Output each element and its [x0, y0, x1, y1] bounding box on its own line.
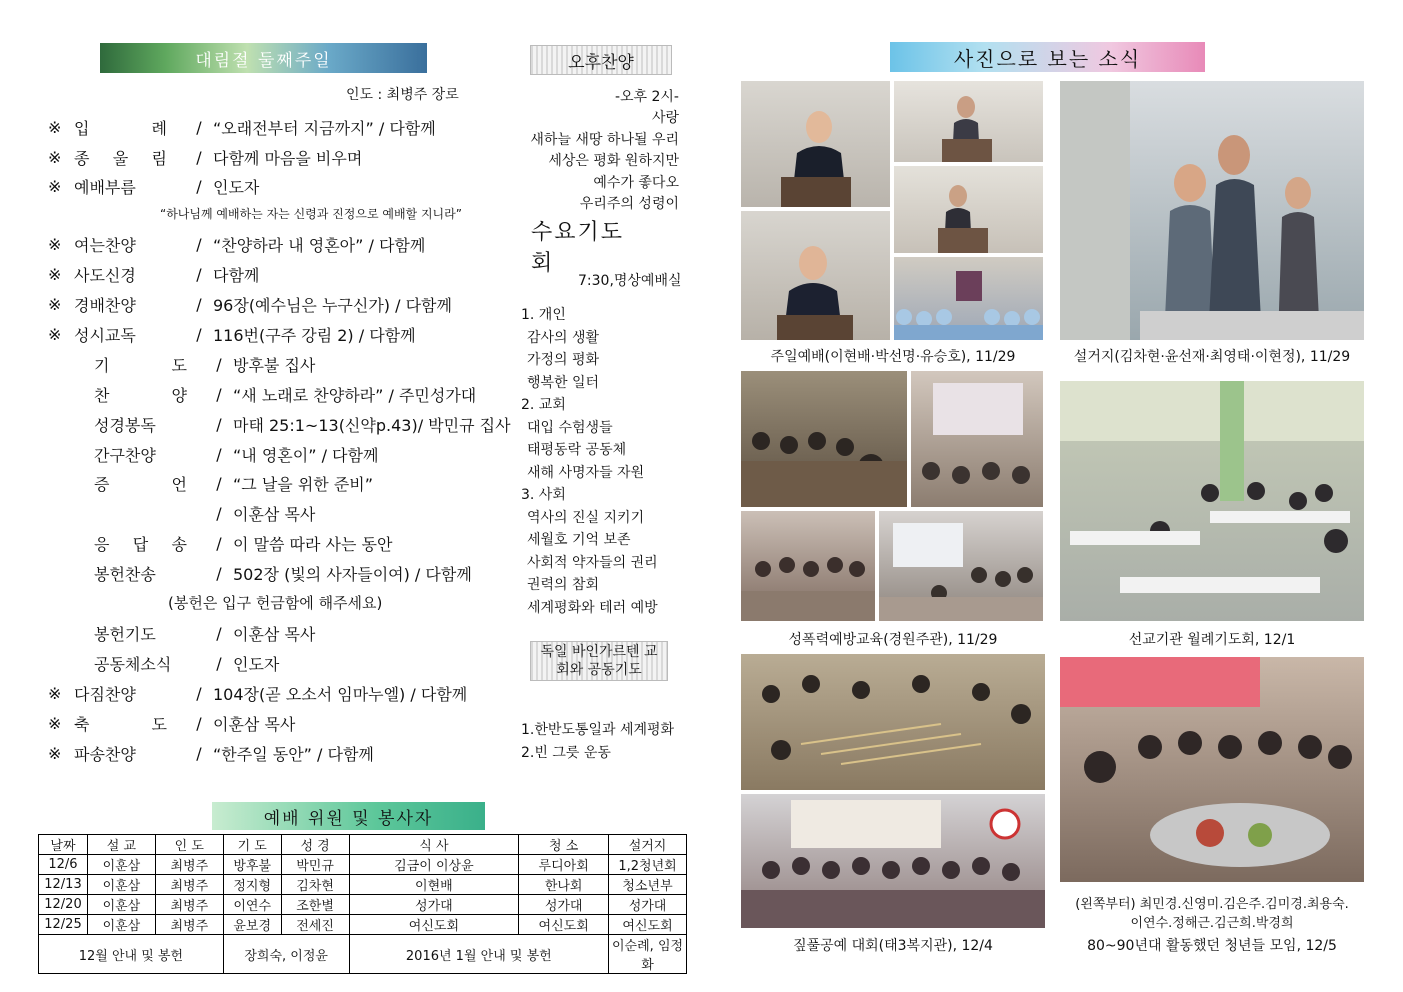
- photo-choir: [894, 257, 1043, 340]
- afternoon-song: 예수가 좋다오: [593, 174, 679, 191]
- order-item-content: 다함께 마음을 비우며: [213, 148, 363, 168]
- separator: /: [196, 264, 202, 284]
- order-item-content: 96장(예수님은 누구신가) / 다함께: [213, 295, 452, 315]
- photo-youth-reunion: [1060, 657, 1364, 882]
- jan-usher-names: 이순례, 임정화: [609, 935, 687, 974]
- col-prayer: 기 도: [223, 835, 281, 855]
- staff-cell: 최병주: [155, 895, 223, 915]
- separator: /: [216, 473, 222, 493]
- staff-cell: 루디아회: [519, 855, 609, 875]
- required-mark: ※: [48, 234, 62, 254]
- order-item-content: 이훈삼 목사: [233, 624, 316, 644]
- staff-cell: 김차현: [281, 875, 349, 895]
- required-mark: ※: [48, 264, 62, 284]
- order-row: [48, 172, 259, 200]
- unify-item-2: 2.빈 그릇 운동: [521, 745, 611, 761]
- separator: /: [216, 563, 222, 583]
- order-row: [48, 230, 425, 258]
- presentation-icon: [879, 511, 1043, 621]
- prayer-topic: 새해 사명자들 자원: [527, 464, 645, 481]
- order-item-label: 응 답 송: [94, 534, 187, 554]
- order-row: [48, 410, 511, 438]
- afternoon-praise-banner: [530, 45, 672, 75]
- wednesday-prayer-banner: [531, 220, 635, 276]
- prayer-topic: 3. 사회: [521, 487, 566, 503]
- photo-news-banner: [890, 42, 1205, 72]
- staff-row: [39, 915, 687, 935]
- order-item-label: 다짐찬양: [74, 684, 136, 704]
- order-row: [48, 649, 279, 677]
- prayer-topic: 태평동락 공동체: [527, 442, 627, 458]
- photo-education-3: [741, 511, 875, 621]
- staff-cell: 이현배: [349, 875, 519, 895]
- worship-leader: 인도 : 최병주 장로: [346, 87, 459, 103]
- reader-figure-icon: [894, 166, 1043, 253]
- required-mark: ※: [48, 743, 62, 763]
- order-item-label: 간구찬양: [94, 445, 156, 465]
- order-item-label: 경배찬양: [74, 295, 136, 315]
- order-item-content: 인도자: [233, 654, 280, 674]
- order-item-content: 116번(구주 강림 2) / 다함께: [213, 325, 416, 345]
- staff-footer-row: [39, 935, 687, 974]
- order-item-label: 공동체소식: [94, 654, 172, 674]
- dec-usher-names: 장희숙, 이정윤: [223, 935, 349, 974]
- staff-cell: 윤보경: [223, 915, 281, 935]
- staff-cell: 성가대: [349, 895, 519, 915]
- separator: /: [216, 384, 222, 404]
- photo-straw-craft-1: [741, 654, 1045, 790]
- photo-sermon-4: [741, 211, 890, 340]
- order-item-content: 104장(곧 오소서 임마누엘) / 다함께: [213, 684, 468, 704]
- straw-weaving-icon: [741, 654, 1045, 790]
- order-item-content: 이훈삼 목사: [233, 504, 316, 524]
- call-to-worship-verse: “하나님께 예배하는 자는 신령과 진정으로 예배할 지니라”: [160, 207, 462, 221]
- afternoon-song: 세상은 평화 원하지만: [548, 153, 679, 169]
- col-date: 날짜: [39, 835, 88, 855]
- afternoon-song: 사랑: [651, 110, 679, 126]
- photo-sermon-3: [894, 166, 1043, 253]
- caption-dishwashing: 설거지(김차현·윤선재·최영태·이현정), 11/29: [1073, 349, 1351, 365]
- prayer-topic: 가정의 평화: [527, 352, 600, 368]
- staff-cell: 조한별: [281, 895, 349, 915]
- col-leader: 인 도: [155, 835, 223, 855]
- separator: /: [196, 234, 202, 254]
- required-mark: ※: [48, 117, 62, 137]
- caption-education: 성폭력예방교육(경원주관), 11/29: [788, 632, 998, 648]
- staff-cell: 최병주: [155, 915, 223, 935]
- caption-reunion-names-1: (왼쪽부터) 최민경.신영미.김은주.김미경.최용숙.: [1075, 897, 1349, 912]
- staff-cell: 이연수: [223, 895, 281, 915]
- staff-cell: 박민규: [281, 855, 349, 875]
- separator: /: [216, 653, 222, 673]
- col-cleaning: 청 소: [519, 835, 609, 855]
- speaker-figure-icon: [894, 81, 1043, 162]
- staff-cell: 김금이 이상윤: [349, 855, 519, 875]
- unify-prayer-banner: [530, 641, 668, 681]
- staff-cell: 성가대: [609, 895, 687, 915]
- staff-cell: 정지형: [223, 875, 281, 895]
- order-item-content: “오래전부터 지금까지” / 다함께: [213, 118, 436, 138]
- order-row: [48, 113, 436, 141]
- separator: /: [196, 683, 202, 703]
- required-mark: ※: [48, 713, 62, 733]
- order-row: [48, 290, 452, 318]
- order-row: [48, 260, 259, 288]
- photo-dishwashing: [1060, 81, 1364, 340]
- staff-cell: 최병주: [155, 855, 223, 875]
- order-row: [48, 143, 362, 171]
- photo-straw-craft-2: [741, 794, 1045, 928]
- order-row: [48, 739, 374, 767]
- prayer-topic: 역사의 진실 지키기: [527, 509, 645, 526]
- order-item-label: 종 울 림: [74, 148, 167, 168]
- required-mark: ※: [48, 147, 62, 167]
- staff-cell: 12/13: [39, 875, 88, 895]
- separator: /: [216, 533, 222, 553]
- order-item-label: 봉헌찬송: [94, 564, 156, 584]
- staff-cell: 12/25: [39, 915, 88, 935]
- prayer-topic: 감사의 생활: [527, 329, 600, 346]
- staff-table: [38, 834, 687, 974]
- classroom-icon: [1060, 381, 1364, 621]
- order-row: [48, 679, 467, 707]
- order-item-content: “한주일 동안” / 다함께: [213, 744, 374, 764]
- separator: /: [196, 147, 202, 167]
- staff-title: 예배 위원 및 봉사자: [263, 808, 434, 829]
- afternoon-praise-title: 오후찬양: [568, 52, 634, 73]
- order-item-content: “찬양하라 내 영혼아” / 다함께: [213, 235, 426, 255]
- staff-title-banner: [212, 802, 485, 830]
- choir-figures-icon: [894, 257, 1043, 340]
- staff-cell: 전세진: [281, 915, 349, 935]
- wednesday-prayer-title: 수요기도회: [531, 220, 625, 276]
- order-item-label: 기 도: [94, 355, 187, 375]
- elder-figure-icon: [741, 211, 890, 340]
- prayer-topic: 권력의 참회: [527, 577, 600, 593]
- prayer-topic: 세월호 기억 보존: [527, 532, 631, 548]
- order-row: [48, 320, 416, 348]
- unify-item-1: 1.한반도통일과 세계평화: [521, 722, 675, 738]
- meeting-table-icon: [741, 511, 875, 621]
- required-mark: ※: [48, 176, 62, 196]
- order-item-content: 이훈삼 목사: [213, 714, 296, 734]
- service-title-banner: [100, 43, 427, 73]
- staff-cell: 성가대: [519, 895, 609, 915]
- kitchen-figures-icon: [1060, 81, 1364, 340]
- order-item-label: 축 도: [74, 714, 167, 734]
- staff-row: [39, 855, 687, 875]
- prayer-topic: 행복한 일터: [527, 374, 600, 391]
- separator: /: [196, 176, 202, 196]
- staff-cell: 이훈삼: [87, 875, 155, 895]
- order-row: [48, 559, 472, 587]
- order-item-label: 파송찬양: [74, 744, 136, 764]
- order-item-content: “그 날을 위한 준비”: [233, 474, 374, 494]
- seated-audience-icon: [741, 371, 907, 507]
- order-item-label: 예배부름: [74, 177, 136, 197]
- separator: /: [196, 713, 202, 733]
- order-item-label: 봉헌기도: [94, 624, 156, 644]
- order-item-content: 방후불 집사: [233, 355, 316, 375]
- staff-cell: 여신도회: [349, 915, 519, 935]
- staff-header-row: [39, 835, 687, 855]
- order-item-label: 찬 양: [94, 385, 187, 405]
- prayer-topic: 1. 개인: [521, 307, 566, 323]
- photo-mission-prayer: [1060, 381, 1364, 621]
- dec-usher-label: 12월 안내 및 봉헌: [39, 935, 224, 974]
- order-item-label: 성경봉독: [94, 415, 156, 435]
- required-mark: ※: [48, 324, 62, 344]
- jan-usher-label: 2016년 1월 안내 및 봉헌: [349, 935, 609, 974]
- service-title: 대림절 둘째주일: [195, 50, 332, 71]
- order-item-content: “내 영혼이” / 다함께: [233, 445, 379, 465]
- staff-cell: 여신도회: [519, 915, 609, 935]
- order-item-content: 502장 (빛의 사자들이여) / 다함께: [233, 564, 472, 584]
- prayer-topic: 세계평화와 테러 예방: [527, 599, 658, 616]
- staff-cell: 이훈삼: [87, 895, 155, 915]
- separator: /: [196, 294, 202, 314]
- photo-news-title: 사진으로 보는 소식: [953, 46, 1142, 71]
- separator: /: [216, 623, 222, 643]
- staff-row: [39, 875, 687, 895]
- separator: /: [216, 354, 222, 374]
- unify-prayer-title: 독일 바인가르텐 교회와 공동기도: [540, 644, 658, 678]
- order-item-label: 입 례: [74, 118, 167, 138]
- order-row: [48, 709, 295, 737]
- caption-reunion: 80~90년대 활동했던 청년들 모임, 12/5: [1087, 938, 1337, 954]
- staff-cell: 한나회: [519, 875, 609, 895]
- staff-cell: 1,2청년회: [609, 855, 687, 875]
- col-meal: 식 사: [349, 835, 519, 855]
- col-scripture: 성 경: [281, 835, 349, 855]
- staff-cell: 여신도회: [609, 915, 687, 935]
- order-item-label: 여는찬양: [74, 235, 136, 255]
- photo-education-1: [741, 371, 907, 507]
- staff-cell: 이훈삼: [87, 855, 155, 875]
- caption-reunion-names-2: 이연수.정해근.김근희.박경희: [1130, 916, 1294, 931]
- order-row: [48, 380, 476, 408]
- order-item-label: 증 언: [94, 474, 187, 494]
- order-item-content: 마태 25:1~13(신약p.43)/ 박민규 집사: [233, 415, 511, 435]
- separator: /: [196, 117, 202, 137]
- order-item-content: 인도자: [213, 177, 260, 197]
- offering-note: (봉헌은 입구 헌금함에 해주세요): [168, 594, 383, 612]
- prayer-topic: 2. 교회: [521, 397, 566, 413]
- order-row: [48, 619, 315, 647]
- separator: /: [216, 444, 222, 464]
- order-item-label: 성시교독: [74, 325, 136, 345]
- afternoon-song: 우리주의 성령이: [579, 196, 679, 212]
- reunion-group-icon: [1060, 657, 1364, 882]
- staff-cell: 12/20: [39, 895, 88, 915]
- required-mark: ※: [48, 294, 62, 314]
- afternoon-time: -오후 2시-: [614, 89, 679, 105]
- prayer-topic: 사회적 약자들의 권리: [527, 554, 658, 571]
- order-row: [48, 440, 378, 468]
- order-row: [48, 529, 392, 557]
- order-item-content: 다함께: [213, 265, 260, 285]
- col-dishes: 설거지: [609, 835, 687, 855]
- caption-mission-prayer: 선교기관 월례기도회, 12/1: [1128, 632, 1296, 648]
- wednesday-prayer-time: 7:30,명상예배실: [578, 273, 682, 289]
- photo-education-2: [911, 371, 1043, 507]
- caption-sunday-worship: 주일예배(이현배·박선명·유승호), 11/29: [770, 349, 1016, 365]
- separator: /: [196, 743, 202, 763]
- pastor-figure-icon: [741, 81, 890, 207]
- staff-cell: 방후불: [223, 855, 281, 875]
- order-item-content: “새 노래로 찬양하라” / 주민성가대: [233, 385, 477, 405]
- required-mark: ※: [48, 683, 62, 703]
- order-row: [48, 350, 315, 378]
- staff-body: [39, 855, 687, 935]
- staff-row: [39, 895, 687, 915]
- photo-sermon-2: [894, 81, 1043, 162]
- prayer-topic: 대입 수험생들: [527, 419, 613, 436]
- photo-sermon-1: [741, 81, 890, 207]
- separator: /: [216, 414, 222, 434]
- group-banner-icon: [741, 794, 1045, 928]
- staff-cell: 최병주: [155, 875, 223, 895]
- order-row: [48, 469, 373, 497]
- staff-cell: 이훈삼: [87, 915, 155, 935]
- col-sermon: 설 교: [87, 835, 155, 855]
- caption-straw-craft: 짚풀공예 대회(태3복지관), 12/4: [793, 938, 993, 954]
- order-item-label: 사도신경: [74, 265, 136, 285]
- afternoon-song: 새하늘 새땅 하나될 우리: [530, 131, 679, 148]
- order-row: [48, 499, 315, 527]
- order-item-content: 이 말씀 따라 사는 동안: [233, 534, 393, 554]
- projector-screen-icon: [911, 371, 1043, 507]
- separator: /: [216, 503, 222, 523]
- separator: /: [196, 324, 202, 344]
- photo-education-4: [879, 511, 1043, 621]
- staff-cell: 12/6: [39, 855, 88, 875]
- staff-cell: 청소년부: [609, 875, 687, 895]
